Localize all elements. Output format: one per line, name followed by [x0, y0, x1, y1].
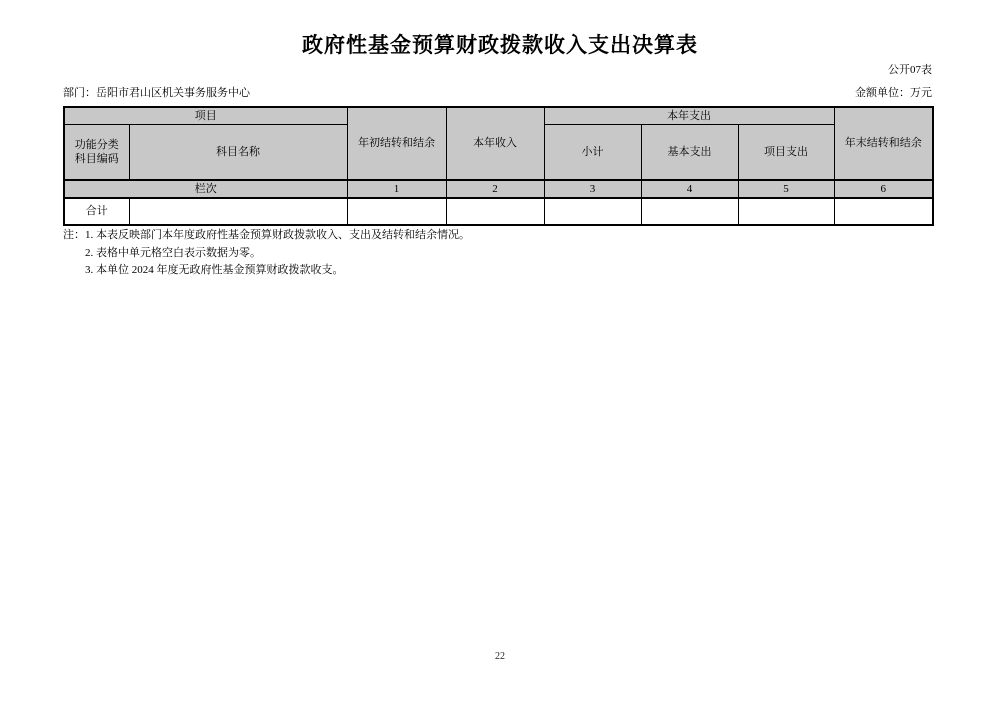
header-cell-basic-expenditure: 基本支出: [641, 125, 738, 180]
total-row-value-2: [446, 198, 544, 225]
total-row-value-6: [834, 198, 933, 225]
note-item-2: 2. 表格中单元格空白表示数据为零。: [85, 246, 261, 259]
header-cell-subtotal: 小计: [544, 125, 641, 180]
notes-prefix: 注：: [63, 229, 85, 241]
index-cell-1: 1: [347, 180, 446, 198]
total-row-subject-cell: [129, 198, 347, 225]
index-cell-3: 3: [544, 180, 641, 198]
column-index-row: [64, 180, 933, 198]
total-row-code-cell: 合计: [64, 198, 129, 225]
header-cell-closing-balance: 年末结转和结余: [834, 107, 933, 180]
index-cell-2: 2: [446, 180, 544, 198]
header-cell-current-year-expenditure-group: 本年支出: [544, 107, 834, 125]
total-row-value-1: [347, 198, 446, 225]
index-cell-6: 6: [834, 180, 933, 198]
index-cell-4: 4: [641, 180, 738, 198]
index-row-label: 栏次: [64, 180, 347, 198]
header-cell-subject-name: 科目名称: [129, 125, 347, 180]
department-line: [63, 86, 250, 100]
header-row-1: [64, 107, 933, 125]
total-row-value-4: [641, 198, 738, 225]
total-row: [64, 198, 933, 225]
department-label: 部门：: [63, 87, 96, 99]
page-number: 22: [495, 651, 505, 662]
header-cell-project-expenditure: 项目支出: [738, 125, 834, 180]
header-cell-func-code: [64, 125, 129, 180]
notes-items: [85, 227, 470, 280]
index-cell-5: 5: [738, 180, 834, 198]
fiscal-table: [63, 106, 934, 226]
department-name: 岳阳市君山区机关事务服务中心: [96, 87, 250, 99]
header-cell-current-year-income: 本年收入: [446, 107, 544, 180]
func-code-line1: 功能分类: [74, 138, 119, 151]
header-cell-project-group: 项目: [64, 107, 347, 125]
unit-note: 金额单位：万元: [855, 87, 932, 99]
meta-row: [63, 86, 932, 100]
func-code-line2: 科目编码: [74, 152, 119, 165]
total-row-value-3: [544, 198, 641, 225]
total-row-value-5: [738, 198, 834, 225]
page-title: 政府性基金预算财政拨款收入支出决算表: [302, 33, 698, 57]
header-cell-opening-balance: 年初结转和结余: [347, 107, 446, 180]
note-item-3: 3. 本单位 2024 年度无政府性基金预算财政拨款收支。: [85, 264, 344, 276]
form-code-label: 公开07表: [888, 64, 932, 76]
notes-block: [63, 227, 932, 280]
note-item-1: 1. 本表反映部门本年度政府性基金预算财政拨款收入、支出及结转和结余情况。: [85, 229, 470, 241]
